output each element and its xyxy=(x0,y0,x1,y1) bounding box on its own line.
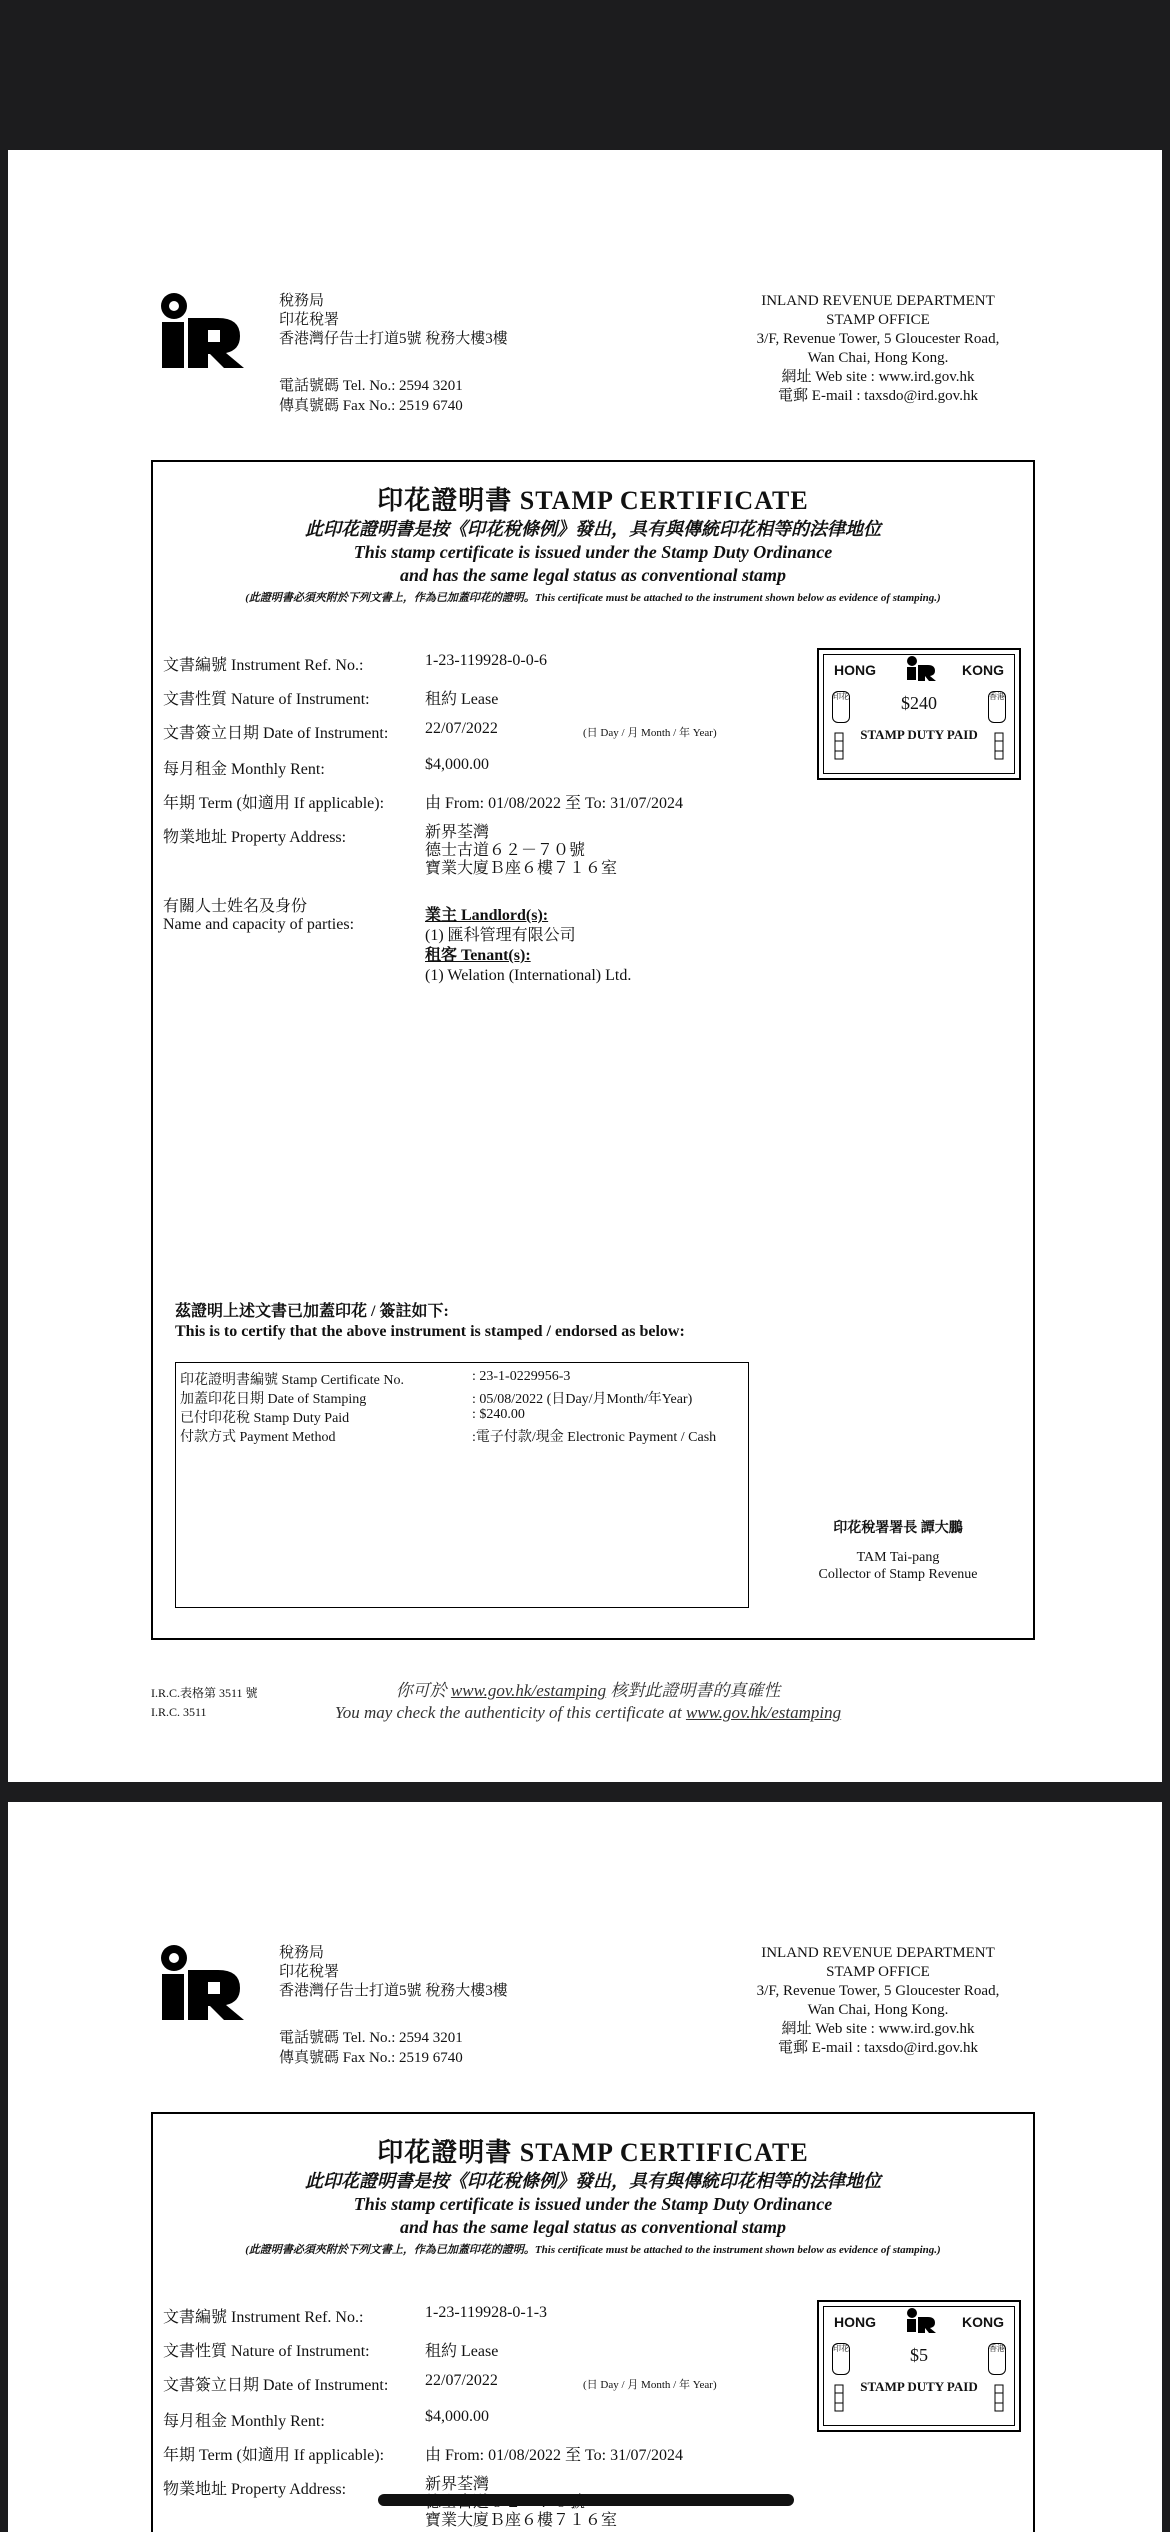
certificate-subtitle xyxy=(153,518,1033,587)
ird-mini-logo xyxy=(906,2307,936,2333)
document-page-1 xyxy=(8,150,1162,1782)
estamping-link[interactable]: www.gov.hk/estamping xyxy=(685,1703,842,1722)
certificate-note: (此證明書必須夾附於下列文書上，作為已加蓋印花的證明。This certificate must be attached to the instrument shown below as evidence of stamping.) xyxy=(245,592,941,604)
ird-logo xyxy=(156,290,246,370)
tel-label: 電話號碼 Tel. No.: xyxy=(279,378,396,394)
header-contact xyxy=(279,376,463,416)
header-contact: 電話號碼 Tel. No.: 2594 3201 傳真號碼 Fax No.: 2519 6740 xyxy=(279,2030,463,2066)
tenant-name: (1) Welation (International) Ltd. xyxy=(425,967,632,984)
certify-statement: 茲證明上述文書已加蓋印花 / 簽註如下: This is to certify that the above instrument is stamped / endorsed as below: xyxy=(175,1303,685,1340)
stamp-certificate-box: 印花證明書 STAMP CERTIFICATE 此印花證明書是按《印花稅條例》發出，具有與傳統印花相等的法律地位 This stamp certificate is issued under the Stamp Duty Ordinance and has the same legal status as conventional stamp (此證明書必須夾附於下列文書上，作為已加蓋印花的證明。This certificate must be attached to the instrument shown below as evidence of stamping.) 文書編號 Instrument Ref. No.: 1-23-119928-0-0-6 文書性質 Nature of Instrument: 租約 Lease 文書簽立日期 Date of Instrument: 22/07/2022 (日 Day / 月 Month / 年 Year) 每月租金 Monthly Rent: $4,000.00 年期 Term (如適用 If applicable): 由 From: 01/08/2022 至 To: 31/07/2024 物業地址 Property Address: 新界荃灣 德士古道６２－７０號 寶業大廈Ｂ座６樓７１６室 有關人士姓名及身份 Name and capacity of parties: 業主 Landlord(s): (1) 匯科管理有限公司 租客 Tenant(s): (1) Welation (International) Ltd. HONG KONG 印花 香港 $240 STAMP DUTY PAID 茲證明上述文書已加蓋印花 / 簽註如下: This is to certify that the above instrument is stamped / endorsed as below: 印花證明書編號 Stamp Certificate No. : 23-1-0229956-3 加蓋印花日期 Date of Stamping : 05/08/2022 (日Day/月Month/年Year) 已付印花稅 Stamp Duty Paid : $240.00 付款方式 Payment Method :電子付款/現金 Electronic Payment / Cash 印花稅署署長 譚大鵬 TAM Tai-pang Collector of Stamp Revenue xyxy=(151,460,1035,1640)
stamp-certificate-box: 印花證明書 STAMP CERTIFICATE 此印花證明書是按《印花稅條例》發出，具有與傳統印花相等的法律地位 This stamp certificate is issued under the Stamp Duty Ordinance and has the same legal status as conventional stamp (此證明書必須夾附於下列文書上，作為已加蓋印花的證明。This certificate must be attached to the instrument shown below as evidence of stamping.) 文書編號 Instrument Ref. No.: 1-23-119928-0-1-3 文書性質 Nature of Instrument: 租約 Lease 文書簽立日期 Date of Instrument: 22/07/2022 (日 Day / 月 Month / 年 Year) 每月租金 Monthly Rent: $4,000.00 年期 Term (如適用 If applicable): 由 From: 01/08/2022 至 To: 31/07/2024 物業地址 Property Address: 新界荃灣 寶業大廈Ｂ座６樓７１６室 HONG KONG 印花 香港 $5 STAMP DUTY PAID xyxy=(151,2112,1035,2532)
subtitle-cn: 此印花證明書是按《印花稅條例》發出，具有與傳統印花相等的法律地位 xyxy=(305,519,881,539)
landlord-label: 業主 Landlord(s): xyxy=(425,907,549,924)
tel-value: 2594 3201 xyxy=(399,378,463,394)
office-name-cn: 印花稅署 xyxy=(279,312,340,328)
email-text: 電郵 E-mail : taxsdo@ird.gov.hk xyxy=(778,388,978,404)
ird-logo xyxy=(156,1942,246,2022)
home-indicator[interactable] xyxy=(378,2494,794,2506)
seal-right: 香港 xyxy=(988,691,1006,723)
address-en-line1: 3/F, Revenue Tower, 5 Gloucester Road, xyxy=(756,331,1000,347)
fax-label: 傳真號碼 Fax No.: xyxy=(279,398,396,414)
website-text: 網址 Web site : www.ird.gov.hk xyxy=(781,369,975,385)
subtitle-en-1: This stamp certificate is issued under the Stamp Duty Ordinance xyxy=(353,542,833,562)
certificate-note: (此證明書必須夾附於下列文書上，作為已加蓋印花的證明。This certificate must be attached to the instrument shown below as evidence of stamping.) xyxy=(245,2244,941,2256)
stamp-duty-paid-stamp: HONG KONG 印花 香港 $240 STAMP DUTY PAID xyxy=(817,648,1021,780)
certificate-subtitle: 此印花證明書是按《印花稅條例》發出，具有與傳統印花相等的法律地位 This stamp certificate is issued under the Stamp Duty Ordinance and has the same legal status as conventional stamp xyxy=(305,2171,881,2237)
header-chinese-address: 稅務局 印花稅署 香港灣仔告士打道5號 稅務大樓3樓 xyxy=(279,1945,508,1999)
form-code: I.R.C.表格第 3511 號 I.R.C. 3511 xyxy=(151,1686,258,1719)
seal-left: 印花 xyxy=(832,691,850,723)
tenant-label: 租客 Tenant(s): xyxy=(425,947,531,964)
document-page-2 xyxy=(8,1802,1162,2532)
address-en-line2: Wan Chai, Hong Kong. xyxy=(807,350,949,366)
stamp-amount: $5 xyxy=(910,2345,928,2365)
office-name-en: STAMP OFFICE xyxy=(826,312,930,328)
dept-name-cn: 稅務局 xyxy=(279,293,325,309)
header-chinese-address xyxy=(279,292,508,349)
dept-name-en: INLAND REVENUE DEPARTMENT xyxy=(761,293,995,309)
fax-value: 2519 6740 xyxy=(399,398,463,414)
stamp-duty-paid-stamp: HONG KONG 印花 香港 $5 STAMP DUTY PAID xyxy=(817,2300,1021,2432)
address-cn: 香港灣仔告士打道5號 稅務大樓3樓 xyxy=(279,331,508,347)
stamping-details-box: 印花證明書編號 Stamp Certificate No. : 23-1-0229956-3 加蓋印花日期 Date of Stamping : 05/08/2022 (日Day/月Month/年Year) 已付印花稅 Stamp Duty Paid : $240.00 付款方式 Payment Method :電子付款/現金 Electronic Payment / Cash xyxy=(175,1362,749,1608)
certificate-title: 印花證明書 STAMP CERTIFICATE xyxy=(377,2138,809,2167)
stamp-amount: $240 xyxy=(901,693,937,713)
header-english-address: INLAND REVENUE DEPARTMENT STAMP OFFICE 3/F, Revenue Tower, 5 Gloucester Road, Wan Chai, Hong Kong. 網址 Web site : www.ird.gov.hk 電郵 E-mail : taxsdo@ird.gov.hk xyxy=(756,1945,1000,2056)
collector-signature: 印花稅署署長 譚大鵬 TAM Tai-pang Collector of Stamp Revenue xyxy=(818,1521,978,1582)
estamping-link[interactable]: www.gov.hk/estamping xyxy=(450,1681,607,1700)
header-english-address xyxy=(748,292,1008,406)
subtitle-en-2: and has the same legal status as conventional stamp xyxy=(399,565,787,585)
authenticity-note: 你可於 www.gov.hk/estamping 核對此證明書的真確性 You may check the authenticity of this certificate at www.gov.hk/estamping xyxy=(334,1681,842,1722)
certificate-title: 印花證明書 STAMP CERTIFICATE xyxy=(377,486,809,515)
ird-mini-logo xyxy=(906,655,936,681)
landlord-name: (1) 匯科管理有限公司 xyxy=(425,927,576,944)
